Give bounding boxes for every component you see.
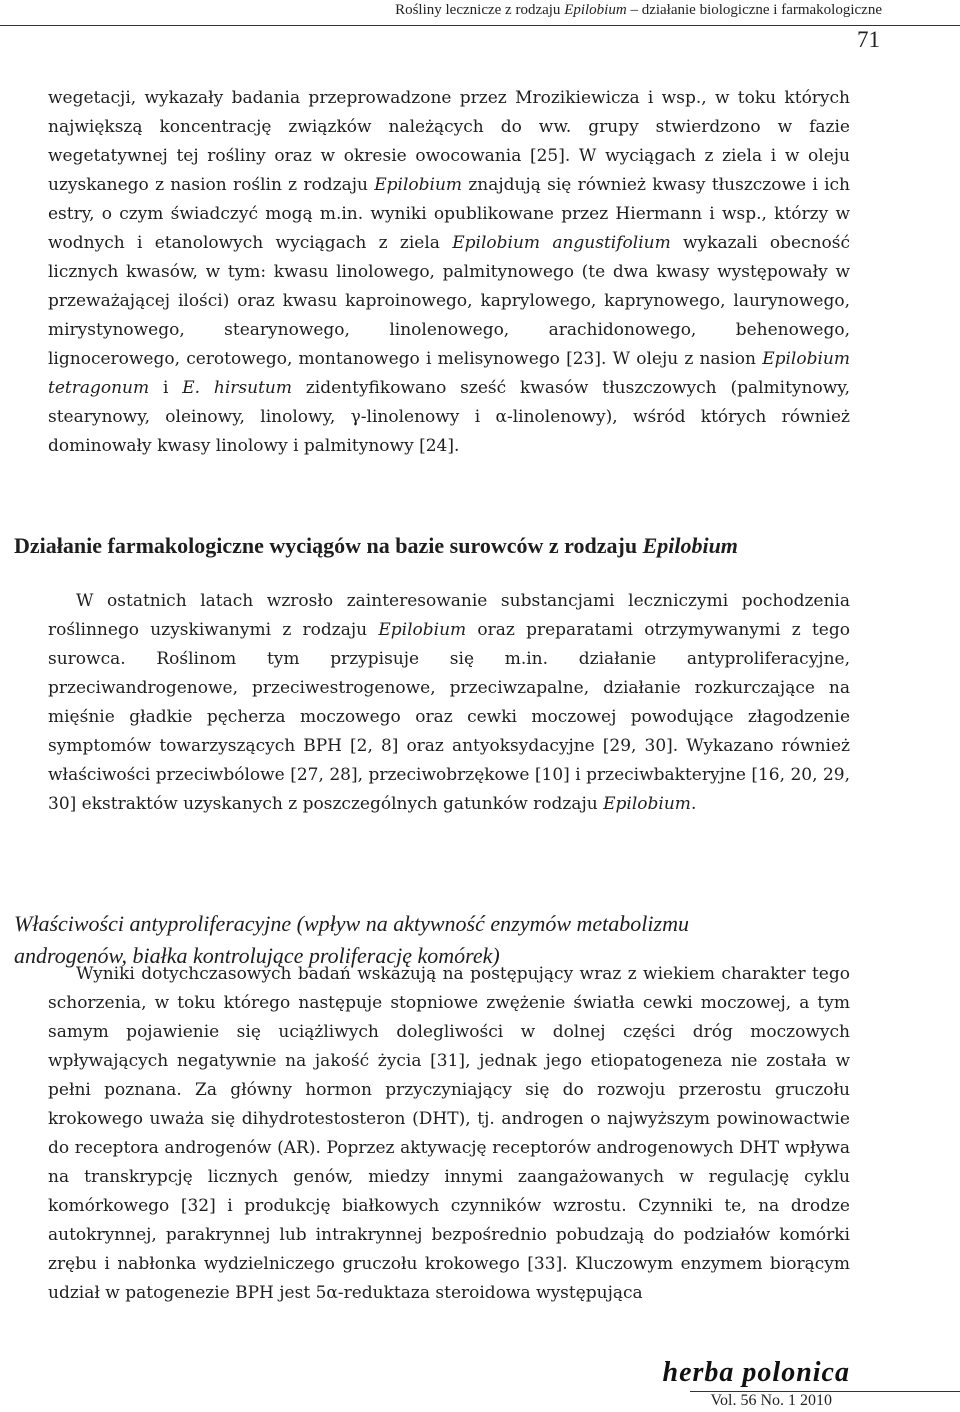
paragraph-fatty-acids: wegetacji, wykazały badania przeprowadzone przez Mrozikiewicza i wsp., w toku których największą koncentrację związków należących do ww. grupy stwierdzono w fazie wegetatywnej tej rośliny oraz w okresie owocowania [25]. W wyciągach z ziela i w oleju uzyskanego z nasion roślin z rodzaju Epilobium znajdują się również kwasy tłuszczowe i ich estry, o czym świadczyć mogą m.in. wyniki opublikowane przez Hiermann i wsp., którzy w wodnych i etanolowych wyciągach z ziela Epilobium angustifolium wykazali obecność licznych kwasów, w tym: kwasu linolowego, palmitynowego (te dwa kwasy występowały w przeważającej ilości) oraz kwasu kaproinowego, kaprylowego, kaprynowego, laurynowego, mirystynowego, stearynowego, linolenowego, arachidonowego, behenowego, lignocerowego, cerotowego, montanowego i melisynowego [23]. W oleju z nasion Epilobium tetragonum i E. hirsutum zidentyfikowano sześć kwasów tłuszczowych (palmitynowy, stearynowy, oleinowy, linolowy, γ-linolenowy i α-linolenowy), wśród których również dominowały kwasy linolowy i palmitynowy [24]. <box>48 88 851 456</box>
journal-logo: herba polonica <box>662 1357 850 1388</box>
paragraph-antiproliferative: Wyniki dotychczasowych badań wskazują na postępujący wraz z wiekiem charakter tego schorzenia, w toku którego następuje stopniowe zwężenie światła cewki moczowej, a tym samym pojawienie się uciążliwych dolegliwości w dolnej części dróg moczowych wpływających negatywnie na jakość życia [31], jednak jego etiopatogeneza nie została w pełni poznana. Za główny hormon przyczyniający się do rozwoju przerostu gruczołu krokowego uważa się dihydrotestosteron (DHT), tj. androgen o najwyższym powinowactwie do receptora androgenów (AR). Poprzez aktywację receptorów androgenowych DHT wpływa na transkrypcję licznych genów, miedzy innymi zaangażowanych w regulację cyklu komórkowego [32] i produkcję białkowych czynników wzrostu. Czynniki te, na drodze autokrynnej, parakrynnej lub intrakrynnej bezpośrednio pobudzają do podziałów komórki zrębu i nabłonka wydzielniczego gruczołu krokowego [33]. Kluczowym enzymem biorącym udział w patogenezie BPH jest 5α-reduktaza steroidowa występująca <box>48 964 850 1303</box>
section-heading: Działanie farmakologiczne wyciągów na bazie surowców z rodzaju Epilobium <box>14 533 738 558</box>
paragraph-pharmacology-intro: W ostatnich latach wzrosło zainteresowanie substancjami leczniczymi pochodzenia roślinnego uzyskiwanymi z rodzaju Epilobium oraz preparatami otrzymywanymi z tego surowca. Roślinom tym przypisuje się m.in. działanie antyproliferacyjne, przeciwandrogenowe, przeciwestrogenowe, przeciwzapalne, działanie rozkurczające na mięśnie gładkie pęcherza moczowego oraz cewki moczowej powodujące złagodzenie symptomów towarzyszących BPH [2, 8] oraz antyoksydacyjne [29, 30]. Wykazano również właściwości przeciwbólowe [27, 28], przeciwobrzękowe [10] i przeciwbakteryjne [16, 20, 29, 30] ekstraktów uzyskanych z poszczególnych gatunków rodzaju Epilobium. <box>48 591 850 814</box>
page-number: 71 <box>857 27 880 52</box>
subsection-heading-line-2: androgenów, białka kontrolujące proliferację komórek) <box>14 943 500 968</box>
running-header-text: Rośliny lecznicze z rodzaju Epilobium – działanie biologiczne i farmakologiczne <box>395 2 882 18</box>
subsection-heading-line-1: Właściwości antyproliferacyjne (wpływ na aktywność enzymów metabolizmu <box>14 911 689 936</box>
running-header <box>0 0 960 26</box>
volume-info: Vol. 56 No. 1 2010 <box>710 1392 832 1409</box>
header-rule <box>0 25 960 26</box>
